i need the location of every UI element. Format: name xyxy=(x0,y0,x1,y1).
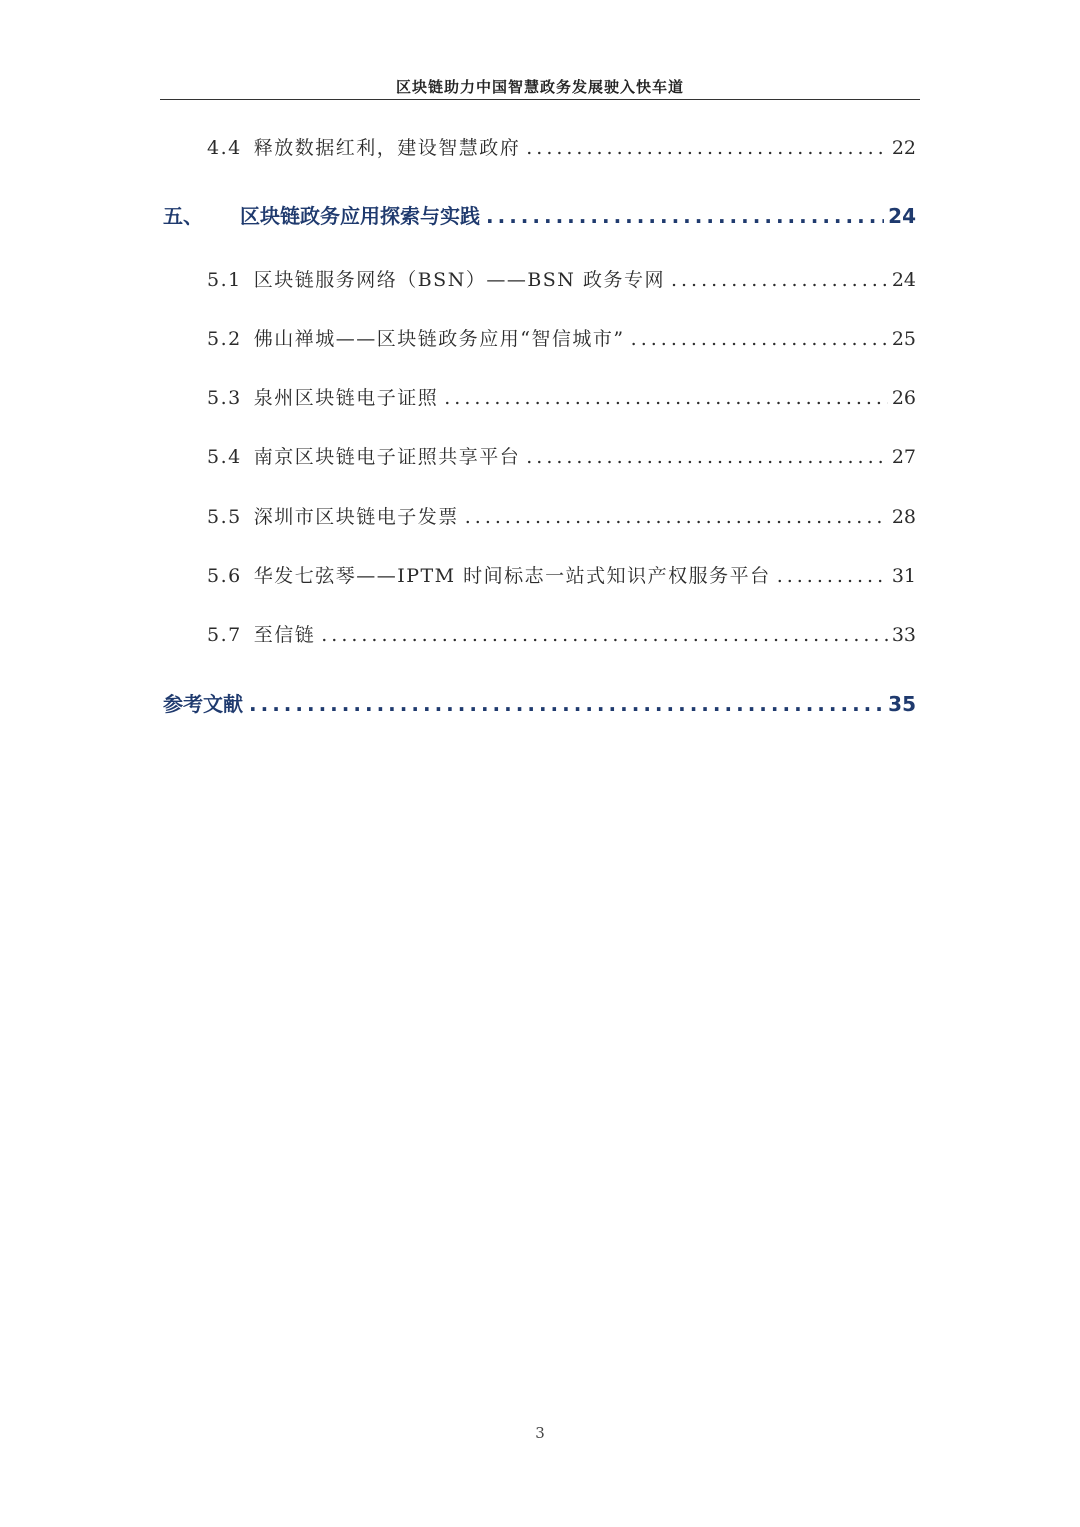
toc-leader-dots xyxy=(631,328,888,350)
toc-entry-title: 佛山禅城——区块链政务应用“智信城市” xyxy=(253,328,625,350)
toc-entry-page: 27 xyxy=(891,446,916,468)
toc-entry-4-4[interactable] xyxy=(207,133,916,160)
toc-entry-number: 5.4 xyxy=(207,446,242,468)
toc-leader-dots xyxy=(777,565,888,587)
toc-entry-number: 五、 xyxy=(163,204,203,228)
toc-entry-page: 35 xyxy=(888,692,916,716)
toc-entry-title: 参考文献 xyxy=(163,692,243,716)
toc-entry-title: 区块链政务应用探索与实践 xyxy=(240,204,480,228)
toc-leader-dots xyxy=(526,137,888,159)
toc-entry-page: 33 xyxy=(891,624,916,646)
toc-entry-page: 31 xyxy=(891,565,916,587)
toc-entry-5-2[interactable] xyxy=(207,324,916,351)
toc-entry-chapter-5[interactable] xyxy=(163,200,916,229)
toc-entry-page: 24 xyxy=(888,204,916,228)
toc-entry-page: 26 xyxy=(891,387,916,409)
toc-entry-5-7[interactable] xyxy=(207,620,916,647)
toc-entry-title: 泉州区块链电子证照 xyxy=(253,387,439,409)
toc-leader-dots xyxy=(465,506,888,528)
toc-entry-title: 深圳市区块链电子发票 xyxy=(253,506,459,528)
page-number: 3 xyxy=(535,1424,545,1442)
toc-entry-number: 5.7 xyxy=(207,624,242,646)
toc-entry-title: 区块链服务网络（BSN）——BSN 政务专网 xyxy=(253,269,665,291)
toc-entry-number: 5.2 xyxy=(207,328,242,350)
header-rule xyxy=(160,99,920,100)
toc-leader-dots xyxy=(321,624,888,646)
toc-entry-5-4[interactable] xyxy=(207,442,916,469)
toc-leader-dots xyxy=(249,692,884,716)
toc-entry-title: 释放数据红利，建设智慧政府 xyxy=(253,137,521,159)
toc-entry-5-5[interactable] xyxy=(207,502,916,529)
toc-entry-5-3[interactable] xyxy=(207,383,916,410)
toc-entry-number: 5.5 xyxy=(207,506,242,528)
toc-entry-page: 24 xyxy=(891,269,916,291)
toc-entry-number: 5.6 xyxy=(207,565,242,587)
toc-entry-title: 至信链 xyxy=(253,624,316,646)
toc-entry-page: 25 xyxy=(891,328,916,350)
toc-entry-number: 5.1 xyxy=(207,269,242,291)
toc-leader-dots xyxy=(444,387,888,409)
toc-entry-number: 4.4 xyxy=(207,137,242,159)
toc-entry-references[interactable] xyxy=(163,688,916,717)
toc-entry-title: 华发七弦琴——IPTM 时间标志一站式知识产权服务平台 xyxy=(253,565,771,587)
toc-leader-dots xyxy=(526,446,888,468)
toc-entry-5-6[interactable] xyxy=(207,561,916,588)
running-header: 区块链助力中国智慧政务发展驶入快车道 xyxy=(395,78,684,96)
toc-leader-dots xyxy=(486,204,884,228)
toc-entry-5-1[interactable] xyxy=(207,265,916,292)
toc-leader-dots xyxy=(671,269,888,291)
toc-entry-title: 南京区块链电子证照共享平台 xyxy=(253,446,521,468)
toc-entry-page: 28 xyxy=(891,506,916,528)
toc-entry-page: 22 xyxy=(891,137,916,159)
toc-entry-number: 5.3 xyxy=(207,387,242,409)
